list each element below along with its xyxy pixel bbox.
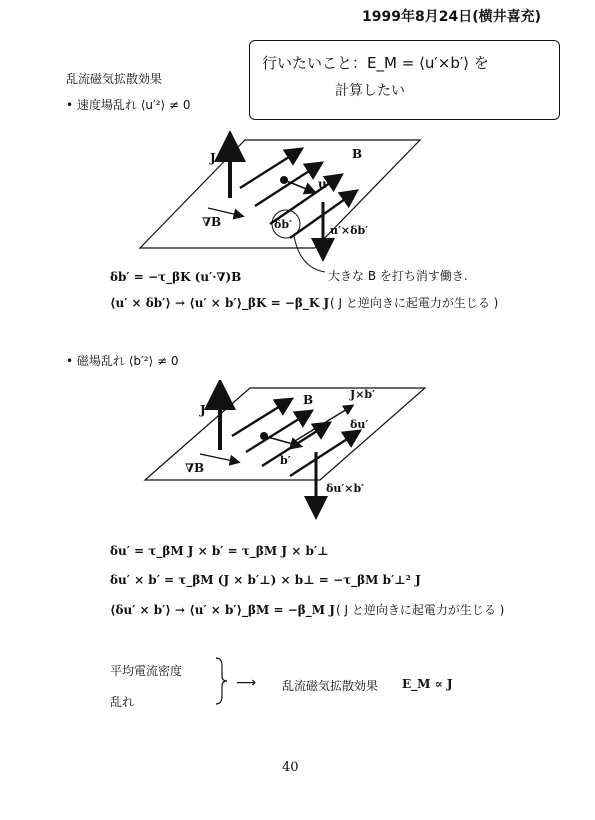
magnetic-eq-3: ⟨δu′ × b′⟩ → ⟨u′ × b′⟩_βM = −β_M J <box>110 603 335 617</box>
velocity-bullet: • 速度場乱れ ⟨u′²⟩ ≠ 0 <box>66 98 191 112</box>
label-grad-b: ∇B <box>185 461 205 475</box>
b-field-line-2 <box>246 412 310 452</box>
page-number: 40 <box>282 760 299 775</box>
label-du-cross-b: δu′×b′ <box>326 482 365 495</box>
velocity-eq-1: δb′ = −τ_βK (u′·∇)B <box>110 270 242 284</box>
summary-arrow: ⟶ <box>236 675 257 691</box>
label-b-prime: b′ <box>280 454 291 467</box>
label-j: J <box>210 151 216 165</box>
label-b: B <box>303 393 314 407</box>
summary-item-1: 平均電流密度 <box>110 664 183 678</box>
summary-result-label: 乱流磁気拡散効果 <box>282 679 379 693</box>
velocity-eq-2: ⟨u′ × δb′⟩ → ⟨u′ × b′⟩_βK = −β_K J <box>110 296 330 310</box>
summary-result-eq: E_M ∝ J <box>402 677 453 691</box>
velocity-diagram <box>130 128 430 278</box>
annotation-pointer <box>294 236 325 272</box>
label-delta-u: δu′ <box>350 418 369 431</box>
label-j: J <box>200 403 206 417</box>
magnetic-eq-2: δu′ × b′ = τ_βM (J × b′⊥) × b⊥ = −τ_βM b′⊥² J <box>110 573 421 587</box>
b-field-line-4 <box>290 432 358 476</box>
summary-item-2: 乱れ <box>110 695 135 709</box>
summary-brace <box>214 656 228 706</box>
note-line-1: 行いたいこと：E_M = ⟨u′×b′⟩ を <box>262 54 489 72</box>
header-date-author: 1999年8月24日(横井喜充) <box>362 9 541 25</box>
velocity-paren-note: ( J と逆向きに起電力が生じる ) <box>330 296 499 310</box>
section-title: 乱流磁気拡散効果 <box>66 72 163 86</box>
note-line-2: 計算したい <box>335 83 405 99</box>
label-delta-b: δb′ <box>274 218 292 231</box>
b-field-line-2 <box>255 164 320 206</box>
label-jxb: J×b′ <box>350 388 376 401</box>
label-u-cross-db: u′×δb′ <box>330 224 369 237</box>
jxb-arrow <box>290 406 352 444</box>
plane-outline <box>140 140 420 248</box>
label-b: B <box>352 147 363 161</box>
label-u-prime: u′ <box>318 177 330 191</box>
velocity-annotation: 大きな B を打ち消す働き. <box>328 269 468 283</box>
magnetic-eq-1: δu′ = τ_βM J × b′ = τ_βM J × b′⊥ <box>110 544 329 558</box>
magnetic-diagram <box>140 380 440 520</box>
magnetic-paren-note: ( J と逆向きに起電力が生じる ) <box>336 603 505 617</box>
magnetic-bullet: • 磁場乱れ ⟨b′²⟩ ≠ 0 <box>66 354 179 368</box>
u-prime-arrow <box>284 180 314 192</box>
grad-b-arrow <box>200 454 238 462</box>
label-grad-b: ∇B <box>202 215 222 229</box>
